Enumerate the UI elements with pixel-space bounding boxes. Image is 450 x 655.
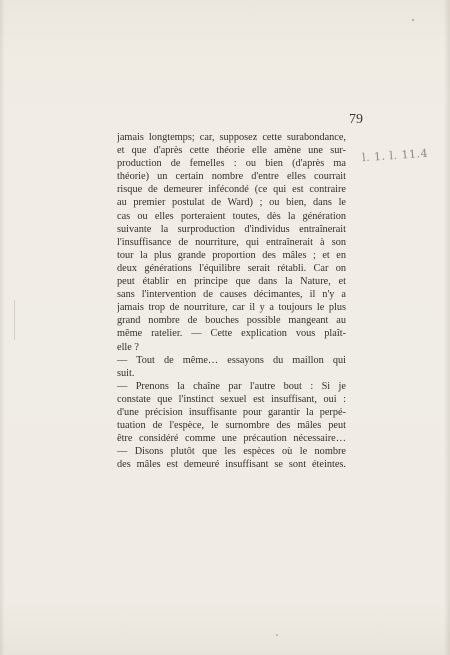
text-line: peut établir en principe que dans la Nature, et <box>117 276 346 288</box>
text-line: deux générations l'équilibre serait rétabli. Car on <box>117 262 346 274</box>
text-line: sans l'intervention de causes décimantes, il n'y a <box>117 289 346 301</box>
text-line: au premier postulat de Ward) ; ou bien, dans le <box>117 197 346 209</box>
page-right-edge-shadow <box>444 0 450 655</box>
text-line: l'insuffisance de nourriture, qui entraînerait à son <box>117 236 346 248</box>
paper-speck <box>276 634 278 636</box>
page-number: 79 <box>349 112 363 127</box>
text-line: cas ou elles porteraient toutes, dès la génération <box>117 210 346 222</box>
text-line: grand nombre de bouches possible mangeant au <box>117 315 346 327</box>
paper-speck <box>14 300 15 340</box>
text-line: théorie) un certain nombre d'entre elles courrait <box>117 171 346 183</box>
text-line: tour la plus grande proportion des mâles ; et en <box>117 249 346 261</box>
margin-pencil-note: l. 1. l. 11.4 <box>361 146 429 165</box>
page-left-edge-shadow <box>0 0 5 655</box>
text-line: suit. <box>117 367 135 379</box>
paper-speck <box>412 19 414 21</box>
text-line: risque de demeurer infécondé (ce qui est contraire <box>117 184 346 196</box>
text-line: jamais longtemps; car, supposez cette surabondance, <box>117 132 346 143</box>
text-line: — Tout de même… essayons du maillon qui <box>117 354 346 366</box>
text-line: jamais trop de nourriture, car il y a toujours le plus <box>117 302 346 314</box>
text-line: d'une précision insuffisante pour garantir la perpé- <box>117 406 346 418</box>
text-line: suivante la surproduction d'individus entraînerait <box>117 223 346 235</box>
text-line: production de femelles : ou bien (d'après ma <box>117 158 346 170</box>
text-line: être considéré comme une précaution nécessaire… <box>117 433 346 445</box>
text-line: même ratelier. — Cette explication vous plaît- <box>117 328 346 340</box>
text-line: — Prenons la chaîne par l'autre bout : Si je <box>117 380 346 392</box>
text-line: elle ? <box>117 341 140 353</box>
text-line: — Disons plutôt que les espèces où le nombre <box>117 446 346 458</box>
text-line: constate que l'instinct sexuel est insuffisant, oui : <box>117 393 346 405</box>
text-line: tuation de l'espèce, le surnombre des mâles peut <box>117 420 346 432</box>
text-line: des mâles est demeuré insuffisant se sont éteintes. <box>117 459 346 471</box>
text-line: et que d'après cette théorie elle amène une sur- <box>117 145 346 157</box>
body-text <box>117 131 346 471</box>
